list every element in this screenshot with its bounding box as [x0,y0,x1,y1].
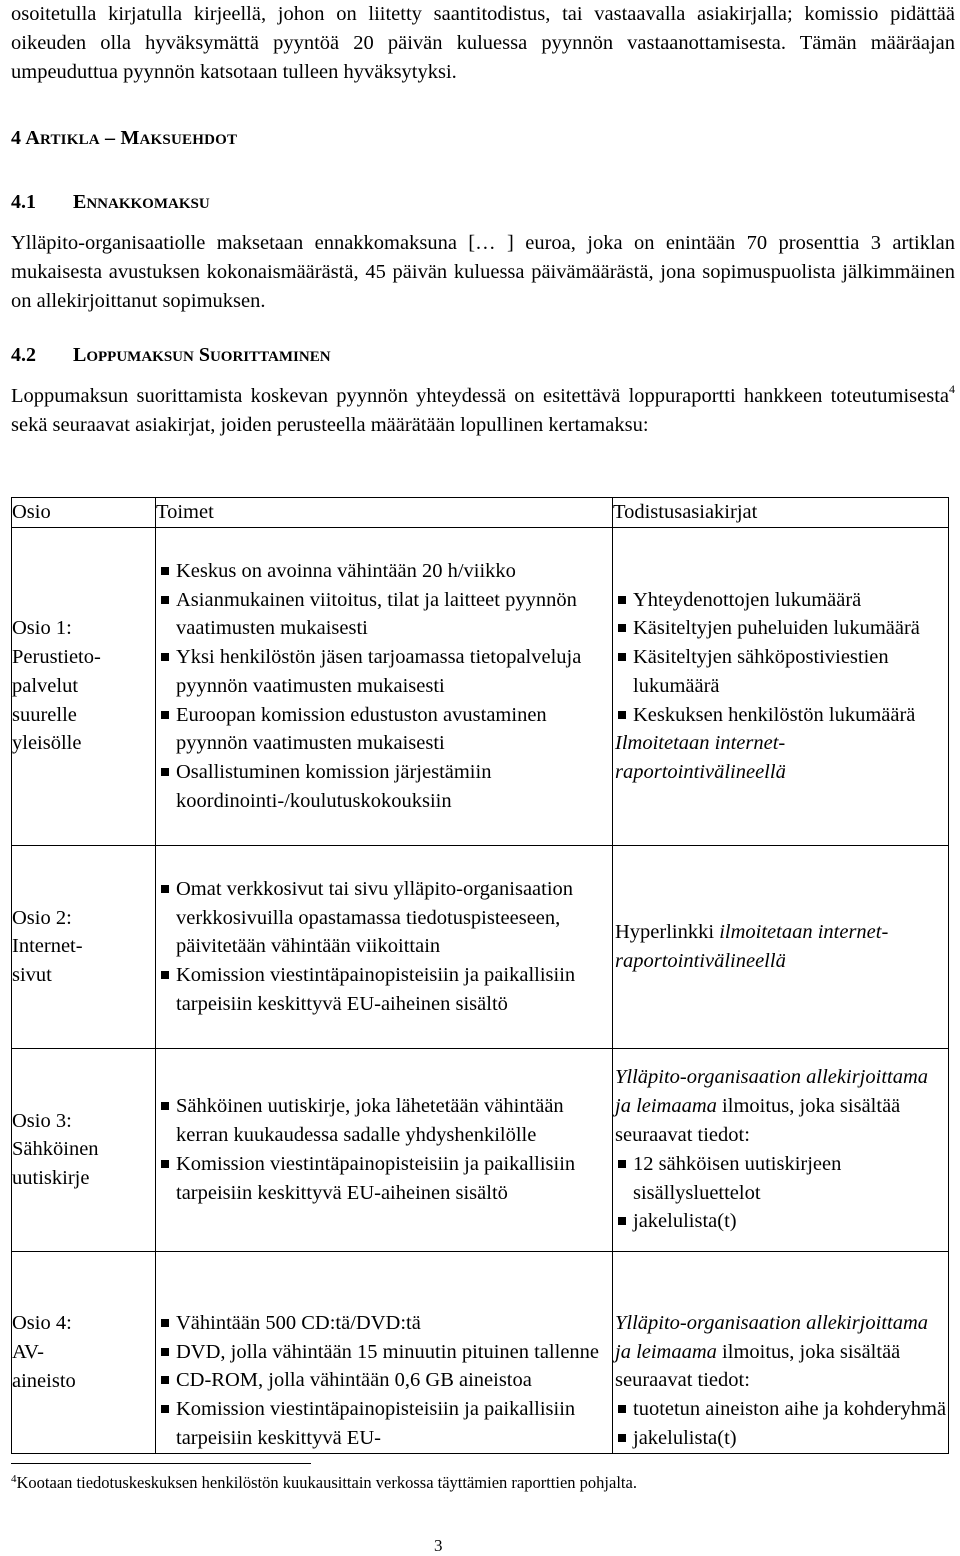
heading-smallcaps: OPPUMAKSUN [86,349,194,365]
table-row [12,1251,949,1453]
osio-label: Perustieto- [12,646,101,669]
list-item: Yhteydenottojen lukumäärä [615,586,948,615]
osio-label: Osio 1: [12,617,72,640]
list-item: Euroopan komission edustuston avustaminen pyynnön vaatimusten mukaisesti [158,701,612,759]
todistus-text [615,918,948,976]
osio-label: sivut [12,964,52,987]
osio-cell [12,1048,156,1251]
heading-smallcaps: UORITTAMINEN [209,349,331,365]
list-item: Sähköinen uutiskirje, joka lähetetään vähintään kerran kuukaudessa sadalle yhdyshenkilölle [158,1092,612,1150]
footnote-ref: 4 [949,382,955,396]
todistus-cell [613,1251,949,1453]
footnote-separator [11,1463,311,1464]
paragraph-text: Loppumaksun suorittamista koskevan pyynnön yhteydessä on esitettävä loppuraportti hankkeen toteutumisesta [11,385,949,407]
osio-label: Internet- [12,935,83,958]
list-item: Komission viestintäpainopisteisiin ja paikallisiin tarpeisiin keskittyvä EU- [158,1395,612,1453]
list-item: Osallistuminen komission järjestämiin koordinointi-/koulutuskokouksiin [158,758,612,816]
toimet-list [158,557,612,816]
footnote-text: Kootaan tiedotuskeskuksen henkilöstön kuukausittain verkossa täyttämien raporttien pohjalta. [16,1473,637,1492]
heading-smallcaps: AKSUEHDOT [139,132,238,148]
toimet-cell [156,1048,613,1251]
table-header-row [12,498,949,528]
article-number: 4 [11,127,22,149]
heading-dash: – [105,127,116,149]
table-row [12,1048,949,1251]
osio-label: suurelle [12,703,77,726]
section-4-2-heading [11,341,331,372]
table-row [12,845,949,1048]
todistus-text [615,1309,948,1395]
toimet-list [158,875,612,1019]
todistus-italic: Ylläpito-organisaation allekirjoittama ja leimaama [615,1311,929,1363]
todistus-text [615,1063,948,1149]
todistus-plain: Hyperlinkki [615,921,720,943]
advance-payment-paragraph: Ylläpito-organisaatiolle maksetaan ennakkomaksuna [… ] euroa, joka on enintään 70 prosenttia 3 artiklan mukaisesta avustuksen kokonaismäärästä, 45 päivän kuluessa päivämäärästä, jona sopimuspuolista jälkimmäinen on allekirjoittanut sopimuksen. [11,232,955,312]
toimet-cell [156,845,613,1048]
list-item: Yksi henkilöstön jäsen tarjoamassa tietopalveluja pyynnön vaatimusten mukaisesti [158,643,612,701]
paragraph-text: sekä seuraavat asiakirjat, joiden perusteella määrätään lopullinen kertamaksu: [11,413,649,436]
table-row [12,527,949,845]
section-number: 4.1 [11,191,36,213]
list-item: Käsiteltyjen sähköpostiviestien lukumäärä [615,643,948,701]
list-item: Keskus on avoinna vähintään 20 h/viikko [158,557,612,586]
list-item: tuotetun aineiston aihe ja kohderyhmä [615,1395,948,1424]
footnote-number: 4 [11,1473,17,1485]
toimet-list [158,1092,612,1207]
todistus-plain: ilmoitus, joka sisältää seuraavat tiedot: [615,1095,901,1146]
heading-smallcaps: RTIKLA [39,132,100,148]
toimet-list [158,1309,612,1453]
heading-initial: E [73,191,87,213]
todistus-list [615,1395,948,1453]
todistus-plain: ilmoitus, joka sisältää seuraavat tiedot: [615,1340,901,1392]
article-4-heading [11,124,237,155]
list-item: Käsiteltyjen puheluiden lukumäärä [615,614,948,643]
heading-initial: M [120,127,140,149]
header-toimet: Toimet [156,498,613,528]
footnote [11,1472,637,1494]
list-item: Komission viestintäpainopisteisiin ja paikallisiin tarpeisiin keskittyvä EU-aiheinen sisältö [158,961,612,1019]
osio-cell [12,1251,156,1453]
toimet-cell [156,1251,613,1453]
todistus-list [615,1150,948,1236]
final-payment-paragraph [11,382,955,440]
osio-cell [12,527,156,845]
osio-label: aineisto [12,1369,76,1392]
intro-paragraph: osoitetulla kirjatulla kirjeellä, johon on liitetty saantitodistus, tai vastaavalla asiakirjalla; komissio pidättää oikeuden olla hyväksymättä pyyntöä 20 päivän kuluessa pyynnön vastaanottamisesta. Tämän määräajan umpeuduttua pyynnön katsotaan tulleen hyväksytyksi. [11,3,955,83]
osio-label: Osio 2: [12,906,72,929]
toimet-cell [156,527,613,845]
todistus-italic: Ylläpito-organisaation allekirjoittama ja leimaama [615,1066,929,1118]
heading-smallcaps: NNAKKOMAKSU [86,196,210,212]
list-item: Omat verkkosivut tai sivu ylläpito-organisaation verkkosivuilla opastamassa tiedotuspisteeseen, päivitetään vähintään viikoittain [158,875,612,961]
osio-label: uutiskirje [12,1167,90,1190]
heading-initial: L [73,344,87,366]
section-4-1-heading [11,188,210,219]
list-item: DVD, jolla vähintään 15 minuutin pituinen tallenne [158,1338,612,1367]
list-item: Komission viestintäpainopisteisiin ja paikallisiin tarpeisiin keskittyvä EU-aiheinen sisältö [158,1150,612,1208]
osio-label: palvelut [12,674,79,697]
todistus-list [615,586,948,730]
section-number: 4.2 [11,344,36,366]
list-item: jakelulista(t) [615,1424,948,1453]
osio-label: Sähköinen [12,1138,99,1161]
osio-label: Osio 4: [12,1312,72,1335]
todistus-italic: ilmoitetaan internet- raportointivälineellä [615,921,889,972]
osio-label: AV- [12,1340,44,1363]
osio-cell [12,845,156,1048]
list-item: jakelulista(t) [615,1207,948,1236]
list-item: Vähintään 500 CD:tä/DVD:tä [158,1309,612,1338]
heading-initial: A [25,127,40,149]
osio-label: Osio 3: [12,1109,72,1132]
reporting-note: Ilmoitetaan internet-raportointivälineellä [615,732,786,784]
list-item: Keskuksen henkilöstön lukumäärä [615,701,948,730]
header-todistus: Todistusasiakirjat [613,498,949,528]
todistus-cell [613,845,949,1048]
todistus-cell [613,1048,949,1251]
todistus-cell [613,527,949,845]
header-osio: Osio [12,498,156,528]
osio-label: yleisölle [12,732,82,755]
list-item: 12 sähköisen uutiskirjeen sisällysluettelot [615,1150,948,1208]
sections-table [11,497,949,1454]
page-number: 3 [434,1536,443,1555]
list-item: CD-ROM, jolla vähintään 0,6 GB aineistoa [158,1366,612,1395]
heading-initial: S [198,344,210,366]
list-item: Asianmukainen viitoitus, tilat ja laitteet pyynnön vaatimusten mukaisesti [158,586,612,644]
